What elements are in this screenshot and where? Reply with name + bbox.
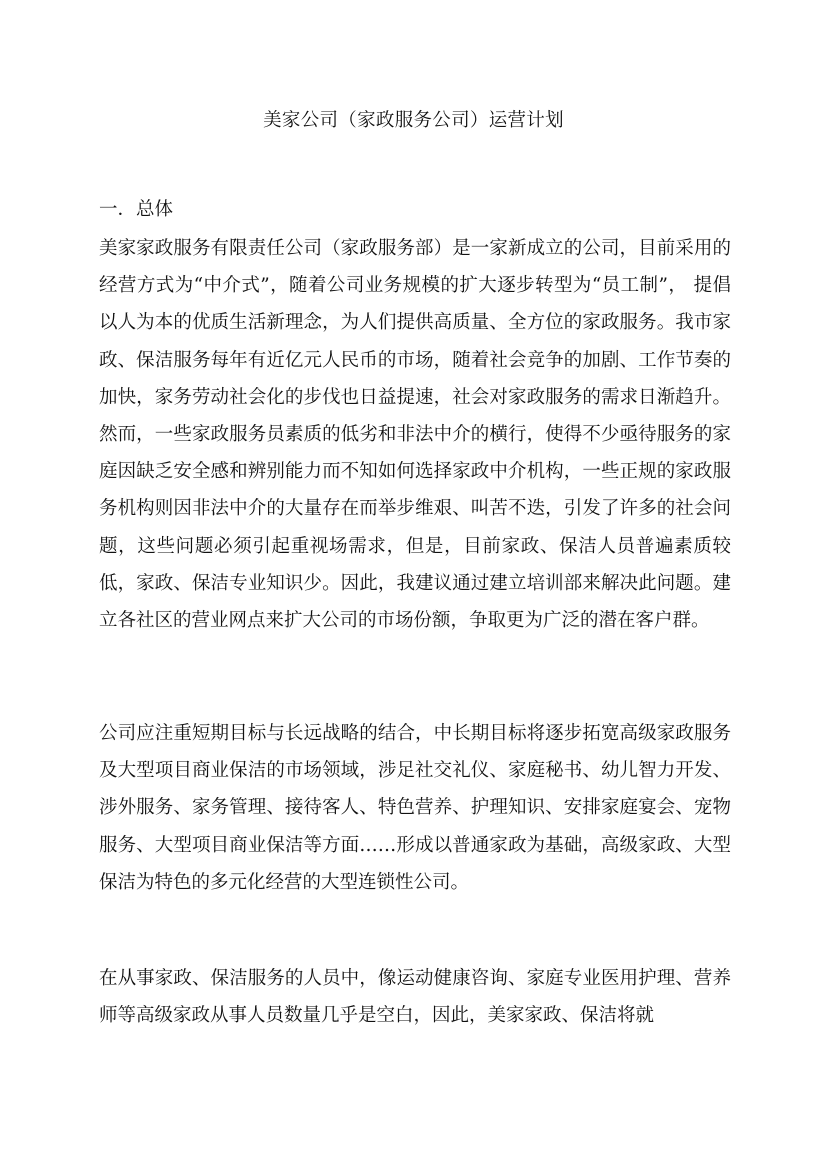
document-title: 美家公司（家政服务公司）运营计划 [263,110,564,131]
section-heading: 一．总体 [99,199,174,220]
paragraph-1: 美家家政服务有限责任公司（家政服务部）是一家新成立的公司，目前采用的经营方式为“中介式”，随着公司业务规模的扩大逐步转型为“员工制”， 提倡以人为本的优质生活新理念，为人们提供高质量、全方位的家政服务。我市家政、保洁服务每年有近亿元人民币的市场，随着社会竞争的加剧、工作节奏的加快，家务劳动社会化的步伐也日益提速，社会对家政服务的需求日渐趋升。然而，一些家政服务员素质的低劣和非法中介的横行，使得不少亟待服务的家庭因缺乏安全感和辨别能力而不知如何选择家政中介机构，一些正规的家政服务机构则因非法中介的大量存在而举步维艰、叫苦不迭，引发了许多的社会问题，这些问题必须引起重视场需求，但是，目前家政、保洁人员普遍素质较低，家政、保洁专业知识少。因此，我建议通过建立培训部来解决此问题。建立各社区的营业网点来扩大公司的市场份额，争取更为广泛的潜在客户群。 [99,238,731,632]
paragraph-3: 在从事家政、保洁服务的人员中，像运动健康咨询、家庭专业医用护理、营养师等高级家政从事人员数量几乎是空白，因此，美家家政、保洁将就 [99,968,731,1027]
paragraph-2: 公司应注重短期目标与长远战略的结合，中长期目标将逐步拓宽高级家政服务及大型项目商业保洁的市场领域，涉足社交礼仪、家庭秘书、幼儿智力开发、涉外服务、家务管理、接待客人、特色营养、护理知识、安排家庭宴会、宠物服务、大型项目商业保洁等方面……形成以普通家政为基础，高级家政、大型保洁为特色的多元化经营的大型连锁性公司。 [99,723,731,893]
